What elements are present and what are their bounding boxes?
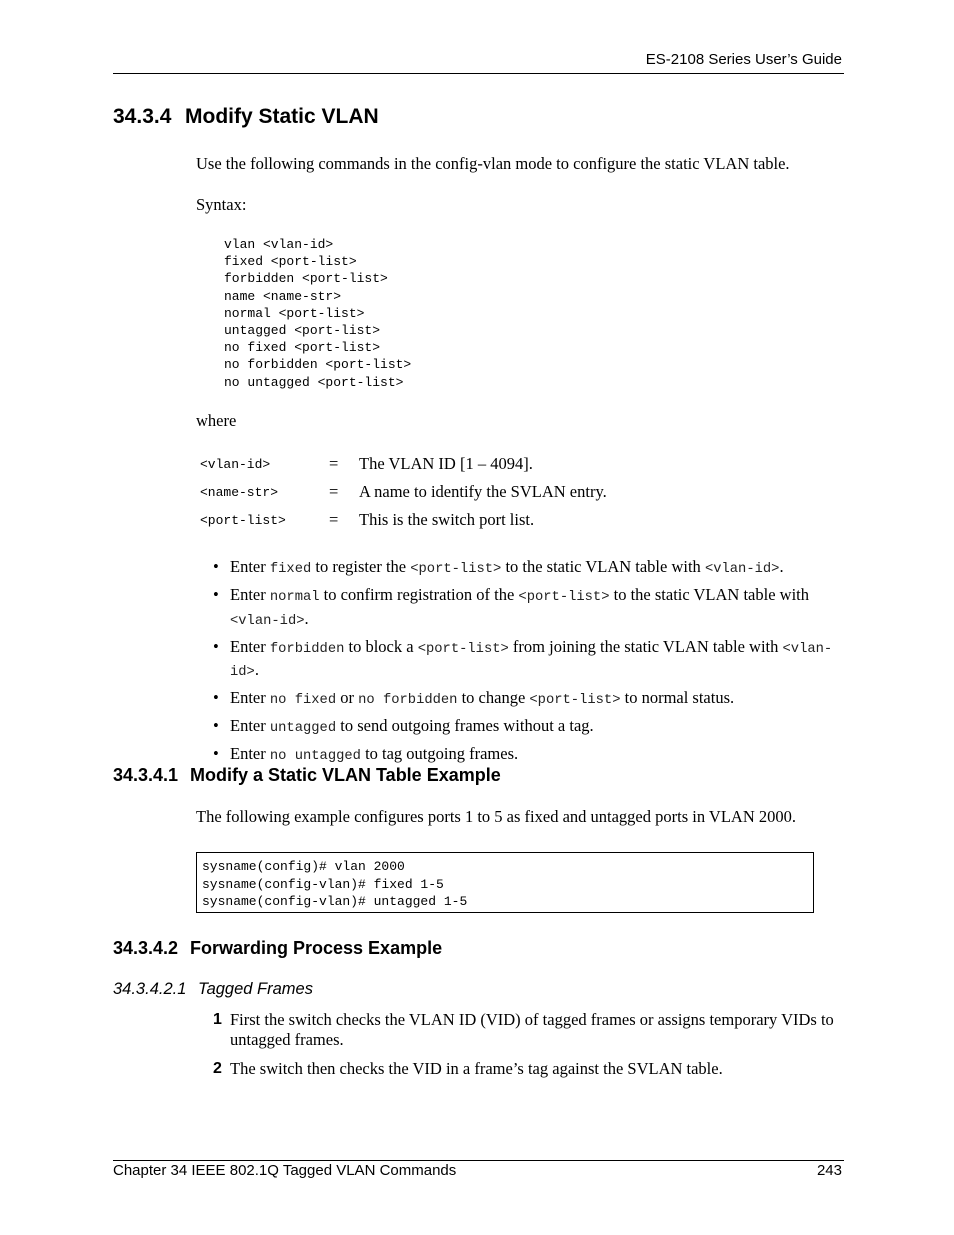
bullet-item: [213, 585, 843, 632]
forwarding-number: 34.3.4.2: [113, 938, 179, 958]
bullet-dot: •: [213, 744, 219, 763]
definition-term: <vlan-id>: [200, 457, 271, 472]
inline-code: forbidden: [269, 641, 345, 657]
bullet-text-part: .: [779, 557, 784, 576]
step-text: First the switch checks the VLAN ID (VID) of tagged frames or assigns temporary VIDs to untagged frames.: [230, 1010, 834, 1049]
where-label: where: [196, 411, 237, 430]
bullet-text-part: to confirm registration of the: [319, 585, 519, 604]
syntax-line: no untagged <port-list>: [224, 374, 404, 390]
bullet-dot: •: [213, 585, 219, 604]
syntax-label: Syntax:: [196, 195, 247, 214]
inline-code: normal: [269, 590, 320, 605]
bullet-text-part: from joining the static VLAN table with: [508, 636, 783, 656]
bullet-text-part: Enter: [230, 716, 270, 735]
command-bullet-list: [213, 557, 843, 772]
syntax-code: [224, 236, 411, 391]
step-list: [213, 1010, 843, 1088]
section-number: 34.3.4: [113, 105, 172, 128]
code-line: sysname(config)# vlan 2000: [202, 859, 405, 874]
bullet-text-part: to register the: [311, 557, 411, 576]
syntax-line: vlan <vlan-id>: [224, 237, 334, 252]
syntax-line: fixed <port-list>: [224, 254, 357, 270]
inline-code: <vlan-id>: [230, 641, 833, 680]
footer-chapter: Chapter 34 IEEE 802.1Q Tagged VLAN Commands: [113, 1162, 457, 1179]
section-title: Modify Static VLAN: [185, 105, 379, 128]
page-number: 243: [816, 1162, 842, 1179]
section-heading: [113, 105, 379, 129]
definition-description: The VLAN ID [1 – 4094].: [359, 454, 533, 473]
inline-code: <port-list>: [518, 590, 610, 605]
intro-paragraph: Use the following commands in the config-vlan mode to configure the static VLAN table.: [196, 154, 790, 173]
example-paragraph: The following example configures ports 1 to 5 as fixed and untagged ports in VLAN 2000.: [196, 807, 796, 826]
bullet-text-part: to the static VLAN table with: [501, 557, 705, 576]
code-line: sysname(config-vlan)# untagged 1-5: [202, 894, 468, 909]
inline-code: <port-list>: [417, 641, 509, 657]
example-title: Modify a Static VLAN Table Example: [190, 765, 501, 785]
bullet-item: [213, 557, 843, 581]
header-rule: [113, 73, 844, 74]
tagged-frames-number: 34.3.4.2.1: [113, 980, 187, 998]
bullet-dot: •: [213, 688, 219, 707]
code-line: sysname(config-vlan)# fixed 1-5: [202, 876, 444, 892]
bullet-text-part: or: [336, 688, 359, 707]
example-number: 34.3.4.1: [113, 765, 179, 785]
forwarding-title: Forwarding Process Example: [190, 938, 443, 958]
bullet-text-part: .: [304, 608, 309, 628]
step-number: 2: [213, 1060, 222, 1077]
bullet-dot: •: [213, 557, 219, 576]
bullet-text-part: Enter: [230, 585, 270, 604]
inline-code: no fixed: [269, 693, 337, 708]
inline-code: <port-list>: [410, 562, 502, 577]
example-code-box: [196, 852, 814, 913]
inline-code: <port-list>: [529, 693, 621, 708]
inline-code: no forbidden: [358, 693, 458, 708]
bullet-text-part: Enter: [230, 636, 270, 656]
definition-equals: =: [329, 482, 339, 501]
syntax-line: normal <port-list>: [224, 305, 365, 321]
syntax-line: no forbidden <port-list>: [224, 357, 412, 373]
bullet-text-part: to normal status.: [620, 688, 735, 707]
bullet-text-part: Enter: [230, 688, 270, 707]
step-item: [213, 1010, 843, 1050]
bullet-text-part: to tag outgoing frames.: [360, 744, 519, 763]
bullet-text-part: to the static VLAN table with: [609, 585, 809, 604]
definition-equals: =: [329, 454, 339, 473]
inline-code: <vlan-id>: [704, 562, 780, 577]
inline-code: untagged: [269, 721, 337, 736]
bullet-text-part: Enter: [230, 557, 270, 576]
syntax-line: name <name-str>: [224, 288, 342, 304]
forwarding-heading: [113, 938, 442, 959]
definition-description: A name to identify the SVLAN entry.: [359, 482, 607, 501]
step-number: 1: [213, 1011, 222, 1028]
bullet-item: [213, 688, 843, 712]
step-text: The switch then checks the VID in a frame’s tag against the SVLAN table.: [230, 1059, 723, 1078]
bullet-text-part: .: [254, 660, 259, 679]
bullet-dot: •: [213, 636, 219, 656]
bullet-text-part: Enter: [230, 744, 270, 763]
bullet-dot: •: [213, 716, 219, 735]
step-item: [213, 1059, 843, 1079]
syntax-line: no fixed <port-list>: [224, 340, 381, 356]
running-header: ES-2108 Series User’s Guide: [645, 51, 842, 68]
bullet-item: [213, 744, 843, 768]
tagged-frames-heading: [113, 980, 313, 999]
inline-code: fixed: [269, 562, 312, 577]
syntax-line: forbidden <port-list>: [224, 271, 388, 287]
bullet-item: [213, 716, 843, 740]
definition-equals: =: [329, 510, 339, 529]
definition-term: <port-list>: [200, 513, 286, 528]
inline-code: <vlan-id>: [230, 613, 305, 629]
bullet-item: [213, 637, 843, 684]
bullet-text-part: to block a: [344, 636, 418, 656]
example-heading: [113, 765, 501, 786]
definition-term: <name-str>: [200, 485, 279, 500]
bullet-text-part: to send outgoing frames without a tag.: [336, 716, 594, 735]
tagged-frames-title: Tagged Frames: [198, 980, 313, 998]
syntax-line: untagged <port-list>: [224, 323, 381, 339]
definition-description: This is the switch port list.: [359, 510, 535, 529]
inline-code: no untagged: [269, 749, 361, 764]
bullet-text-part: to change: [457, 688, 530, 707]
footer-rule: [113, 1160, 844, 1161]
